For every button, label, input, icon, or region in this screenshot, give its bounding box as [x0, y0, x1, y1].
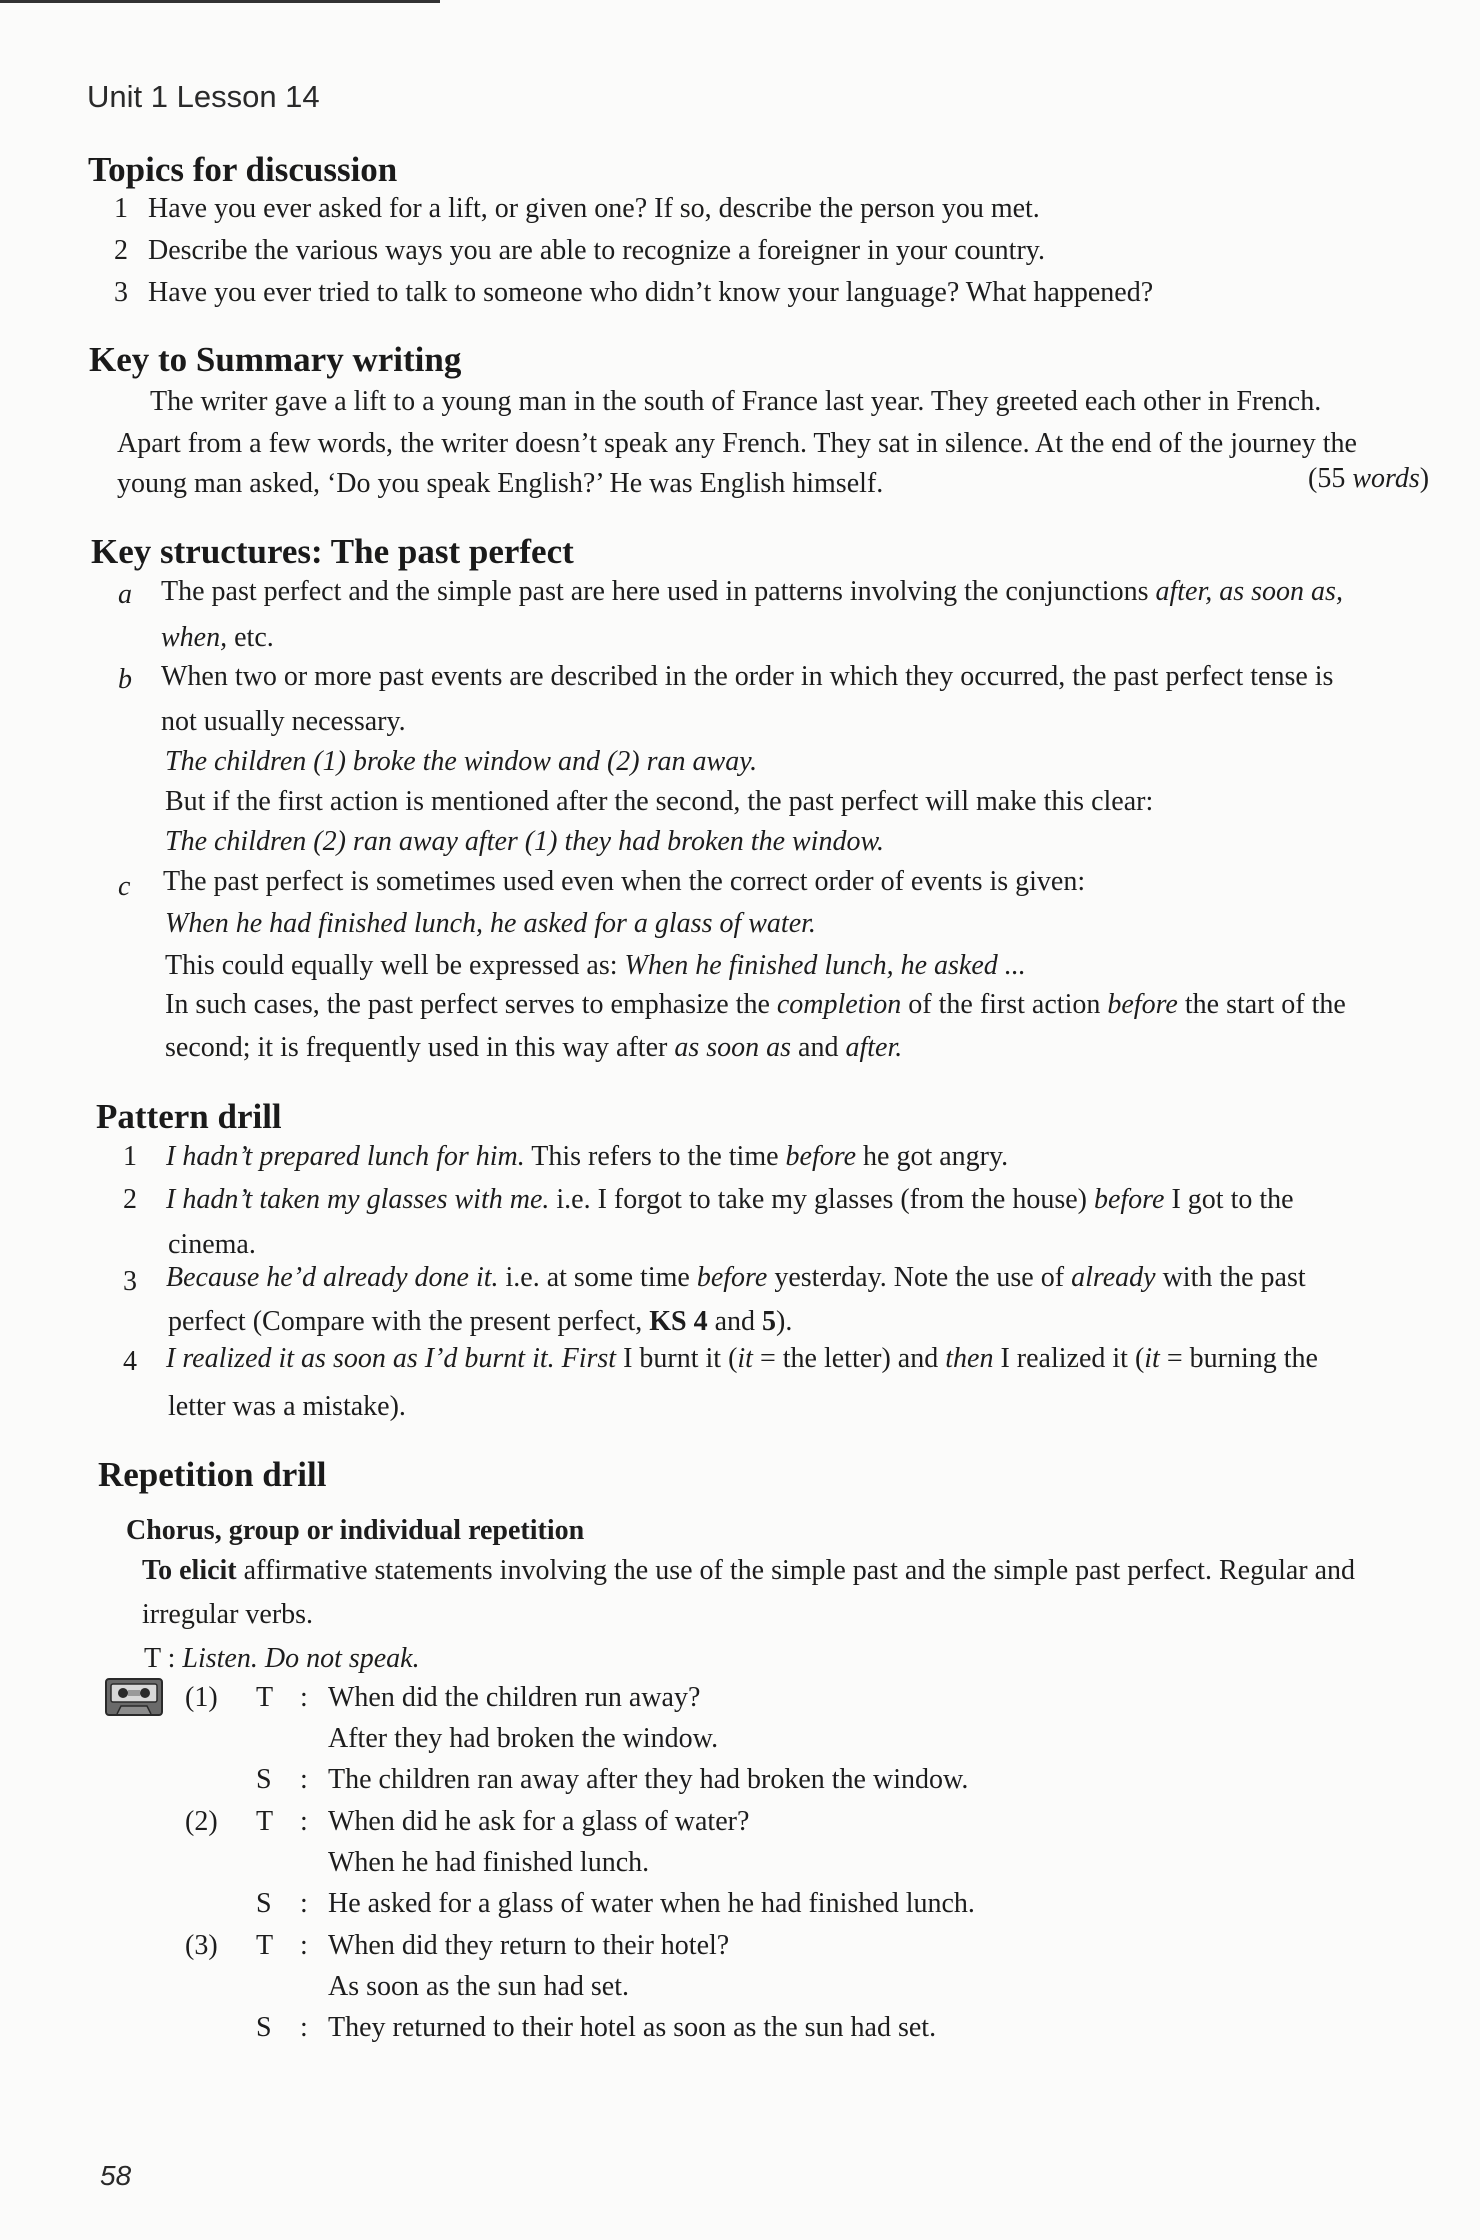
- speaker-colon: :: [300, 1764, 308, 1795]
- topic-item: Have you ever tried to talk to someone who didn’t know your language? What happened?: [148, 277, 1154, 308]
- speaker-teacher: T: [256, 1806, 274, 1837]
- topic-number: 1: [114, 193, 128, 224]
- instruction-text: To elicit affirmative statements involving the use of the simple past and the simple past perfect. Regular and: [142, 1555, 1356, 1586]
- student-response: The children ran away after they had broken the window.: [328, 1764, 969, 1795]
- instruction-text: irregular verbs.: [142, 1599, 314, 1630]
- repetition-drill-heading: Repetition drill: [98, 1455, 327, 1494]
- point-label: b: [118, 664, 132, 695]
- pattern-drill-heading: Pattern drill: [96, 1097, 282, 1136]
- structure-text: In such cases, the past perfect serves to emphasize the completion of the first action before the start of the: [165, 989, 1346, 1020]
- pattern-item: I realized it as soon as I’d burnt it. First I burnt it (it = the letter) and then I realized it (it = burning the: [166, 1343, 1318, 1374]
- drill-number: (3): [185, 1930, 218, 1961]
- point-label: c: [118, 871, 131, 902]
- topics-heading: Topics for discussion: [88, 150, 398, 189]
- speaker-teacher: T: [256, 1930, 274, 1961]
- key-structures-heading: Key structures: The past perfect: [91, 532, 574, 571]
- drill-number: (1): [185, 1682, 218, 1713]
- teacher-question: When did they return to their hotel?: [328, 1930, 730, 1961]
- structure-text: not usually necessary.: [161, 706, 406, 737]
- unit-lesson-header: Unit 1 Lesson 14: [87, 79, 320, 114]
- pattern-number: 2: [123, 1184, 137, 1215]
- pattern-item: Because he’d already done it. i.e. at some time before yesterday. Note the use of already with the past: [166, 1262, 1306, 1293]
- speaker-colon: :: [300, 1888, 308, 1919]
- teacher-cue: After they had broken the window.: [328, 1723, 719, 1754]
- example-sentence: The children (1) broke the window and (2) ran away.: [165, 746, 758, 777]
- pattern-number: 1: [123, 1141, 137, 1172]
- summary-line: The writer gave a lift to a young man in the south of France last year. They greeted each other in French.: [150, 386, 1322, 417]
- drill-number: (2): [185, 1806, 218, 1837]
- summary-line: young man asked, ‘Do you speak English?’ He was English himself.: [117, 468, 884, 499]
- speaker-teacher: T: [256, 1682, 274, 1713]
- top-rule: [0, 0, 440, 3]
- summary-heading: Key to Summary writing: [89, 340, 462, 379]
- speaker-colon: :: [300, 2012, 308, 2043]
- repetition-subheading: Chorus, group or individual repetition: [126, 1515, 585, 1546]
- point-label: a: [118, 579, 132, 610]
- pattern-item: cinema.: [168, 1229, 256, 1260]
- teacher-cue: When he had finished lunch.: [328, 1847, 650, 1878]
- teacher-cue: As soon as the sun had set.: [328, 1971, 629, 2002]
- speaker-student: S: [256, 1764, 272, 1795]
- example-sentence: The children (2) ran away after (1) they had broken the window.: [165, 826, 885, 857]
- structure-text: The past perfect and the simple past are here used in patterns involving the conjunctions after, as soon as,: [161, 576, 1343, 607]
- structure-text: This could equally well be expressed as: When he finished lunch, he asked ...: [165, 950, 1026, 981]
- speaker-student: S: [256, 2012, 272, 2043]
- structure-text: second; it is frequently used in this way after as soon as and after.: [165, 1032, 903, 1063]
- teacher-question: When did he ask for a glass of water?: [328, 1806, 750, 1837]
- pattern-item: letter was a mistake).: [168, 1391, 406, 1422]
- student-response: They returned to their hotel as soon as the sun had set.: [328, 2012, 937, 2043]
- speaker-colon: :: [300, 1930, 308, 1961]
- example-sentence: When he had finished lunch, he asked for a glass of water.: [165, 908, 816, 939]
- pattern-item: I hadn’t prepared lunch for him. This refers to the time before he got angry.: [166, 1141, 1009, 1172]
- word-count: (55 words): [1308, 463, 1430, 494]
- speaker-colon: :: [300, 1682, 308, 1713]
- teacher-instruction: T : Listen. Do not speak.: [144, 1643, 420, 1674]
- page-number: 58: [100, 2160, 132, 2191]
- pattern-number: 4: [123, 1346, 137, 1377]
- pattern-item: perfect (Compare with the present perfect, KS 4 and 5).: [168, 1306, 793, 1337]
- topic-item: Have you ever asked for a lift, or given one? If so, describe the person you met.: [148, 193, 1040, 224]
- pattern-number: 3: [123, 1266, 137, 1297]
- structure-text: when, etc.: [161, 622, 274, 653]
- pattern-item: I hadn’t taken my glasses with me. i.e. I forgot to take my glasses (from the house) before I got to the: [166, 1184, 1294, 1215]
- teacher-question: When did the children run away?: [328, 1682, 701, 1713]
- topic-number: 2: [114, 235, 128, 266]
- speaker-student: S: [256, 1888, 272, 1919]
- structure-text: The past perfect is sometimes used even when the correct order of events is given:: [163, 866, 1086, 897]
- structure-text: When two or more past events are described in the order in which they occurred, the past perfect tense is: [161, 661, 1334, 692]
- summary-line: Apart from a few words, the writer doesn’t speak any French. They sat in silence. At the end of the journey the: [117, 428, 1357, 459]
- speaker-colon: :: [300, 1806, 308, 1837]
- topic-number: 3: [114, 277, 128, 308]
- student-response: He asked for a glass of water when he had finished lunch.: [328, 1888, 975, 1919]
- cassette-icon: [105, 1678, 163, 1716]
- structure-text: But if the first action is mentioned after the second, the past perfect will make this clear:: [165, 786, 1154, 817]
- topic-item: Describe the various ways you are able to recognize a foreigner in your country.: [148, 235, 1045, 266]
